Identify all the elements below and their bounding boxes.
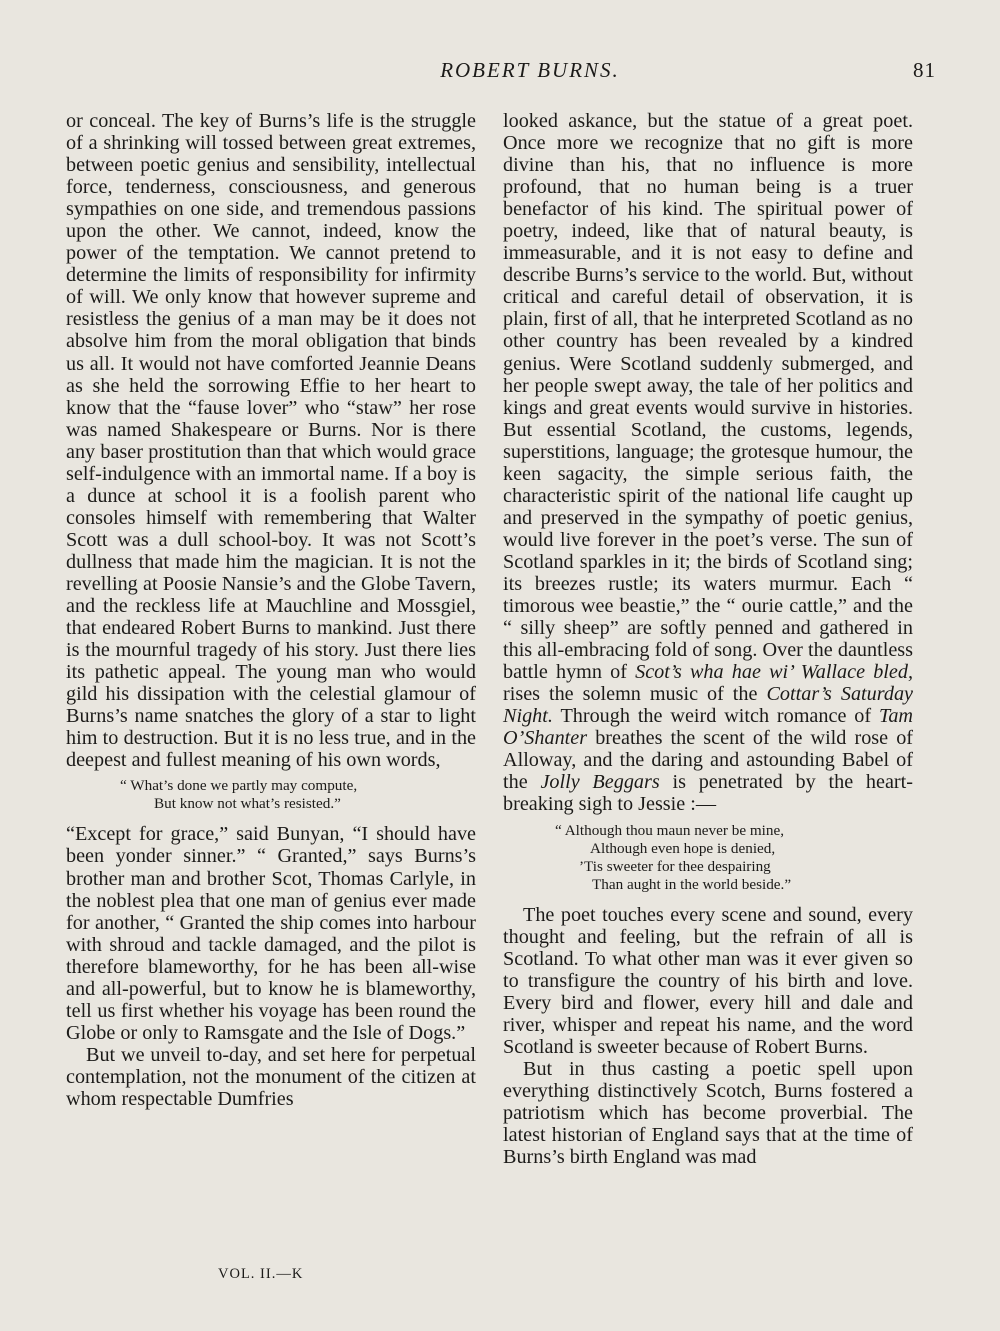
text-run: is penetrated by the heart-breaking sigh to Jessie :— bbox=[503, 771, 913, 816]
left-paragraph-1: or conceal. The key of Burns’s life is the struggle of a shrinking will tossed between great extremes, between poetic genius and sensibility, intellectual force, tenderness, consciousness, and generous sympathies on one side, and tremendous passions upon the other. We cannot, indeed, know the power of the temptation. We cannot pretend to determine the limits of responsibility for infirmity of will. We only know that however supreme and resistless the genius of a man may be it does not absolve him from the moral obligation that binds us all. It would not have comforted Jeannie Deans as she held the sorrowing Effie to her heart to know that the “fause lover” who “staw” her rose was named Shakespeare or Burns. Nor is there any baser prostitution than that which would grace self-indulgence with an immortal name. If a boy is a dunce at school it is a foolish parent who consoles himself with remembering that Walter Scott was a dull school-boy. It was not Scott’s dullness that made him the magician. It is not the revelling at Poosie Nansie’s and the Globe Tavern, and the reckless life at Mauchline and Mossgiel, that endeared Robert Burns to mankind. Just there is the mournful tragedy of his story. Just there lies its pathetic appeal. The young man who would gild his dissipation with the celestial glamour of Burns’s name snatches the glory of a star to light him to destruction. But it is no less true, and in the deepest and fullest meaning of his own words, bbox=[66, 110, 476, 772]
verse-line: “ Although thou maun never be mine, bbox=[555, 821, 785, 839]
poem-title-jolly: Jolly Beggars bbox=[540, 771, 660, 794]
left-verse-quote bbox=[66, 777, 476, 813]
left-column bbox=[66, 110, 476, 1110]
right-paragraph-3: But in thus casting a poetic spell upon everything distinctively Scotch, Burns fostered a patriotism which has become proverbial. The latest historian of England says that at the time of Burns’s birth England was mad bbox=[503, 1057, 913, 1169]
poem-title-scots: Scot’s wha hae wi’ Wallace bled, bbox=[635, 661, 914, 684]
verse-line: Than aught in the world beside.” bbox=[592, 875, 792, 893]
right-column bbox=[503, 110, 913, 1168]
text-run: looked askance, but the statue of a great poet. Once more we recognize that no gift is more divine than his, that no influence is more profound, that no human being is a truer benefactor of his kind. The spiritual power of poetry, indeed, like that of natural beauty, is immeasurable, and it is not easy to define and describe Burns’s service to the world. But, without critical and careful detail of observation, it is plain, first of all, that he interpreted Scotland as no other country has been revealed by a kindred genius. Were Scotland suddenly submerged, and her people swept away, the tale of her politics and kings and great events would survive in histories. But essential Scotland, the customs, legends, superstitions, language; the grotesque humour, the keen sagacity, the simple serious faith, the characteristic spirit of the national life caught up and preserved in the sympathy of poetic genius, would live forever in the poet’s verse. The sun of Scotland sparkles in it; the birds of Scotland sing; its breezes rustle; its waters murmur. Each “ timorous wee beastie,” the “ ourie cattle,” and the “ silly sheep” are softly penned and gathered in this all-embracing fold of song. Over the dauntless battle hymn of bbox=[503, 110, 913, 684]
left-paragraph-2: “Except for grace,” said Bunyan, “I should have been yonder sinner.” “ Granted,” says Burns’s brother man and brother Scot, Thomas Carlyle, in the noblest plea that one man of genius ever made for another, “ Granted the ship comes into harbour with shroud and tackle damaged, and the pilot is therefore blameworthy, for he has been all-wise and all-powerful, but to know he is blameworthy, tell us first whether his voyage has been round the Globe or only to Ramsgate and the Isle of Dogs.” bbox=[66, 823, 476, 1044]
verse-line: ’Tis sweeter for thee despairing bbox=[579, 857, 771, 875]
text-run: breathes the scent of the wild rose of Alloway, and the daring and astounding Babel of the bbox=[503, 727, 914, 794]
signature-mark: VOL. II.—K bbox=[218, 1266, 304, 1282]
running-title: ROBERT BURNS. bbox=[440, 58, 620, 82]
poem-title-cottar: Cottar’s Saturday Night. bbox=[503, 683, 914, 728]
verse-line: But know not what’s resisted.” bbox=[154, 795, 341, 813]
running-head bbox=[0, 58, 1000, 88]
verse-line: “ What’s done we partly may compute, bbox=[120, 777, 358, 795]
text-run: Through the weird witch romance of bbox=[560, 705, 872, 728]
verse-line: Although even hope is denied, bbox=[590, 839, 776, 857]
right-verse-quote bbox=[503, 822, 913, 894]
text-run: rises the solemn music of the bbox=[503, 683, 758, 706]
right-paragraph-1 bbox=[503, 110, 913, 816]
right-paragraph-2: The poet touches every scene and sound, every thought and feeling, but the refrain of all is Scotland. To what other man was it ever given so to transfigure the country of his birth and love. Every bird and flower, every hill and dale and river, whisper and repeat his name, and the word Scotland is sweeter because of Robert Burns. bbox=[503, 903, 913, 1058]
page-number: 81 bbox=[913, 58, 936, 82]
poem-title-tam: Tam O’Shanter bbox=[503, 705, 914, 750]
left-paragraph-3: But we unveil to-day, and set here for perpetual contemplation, not the monument of the citizen at whom respectable Dumfries bbox=[66, 1043, 476, 1110]
